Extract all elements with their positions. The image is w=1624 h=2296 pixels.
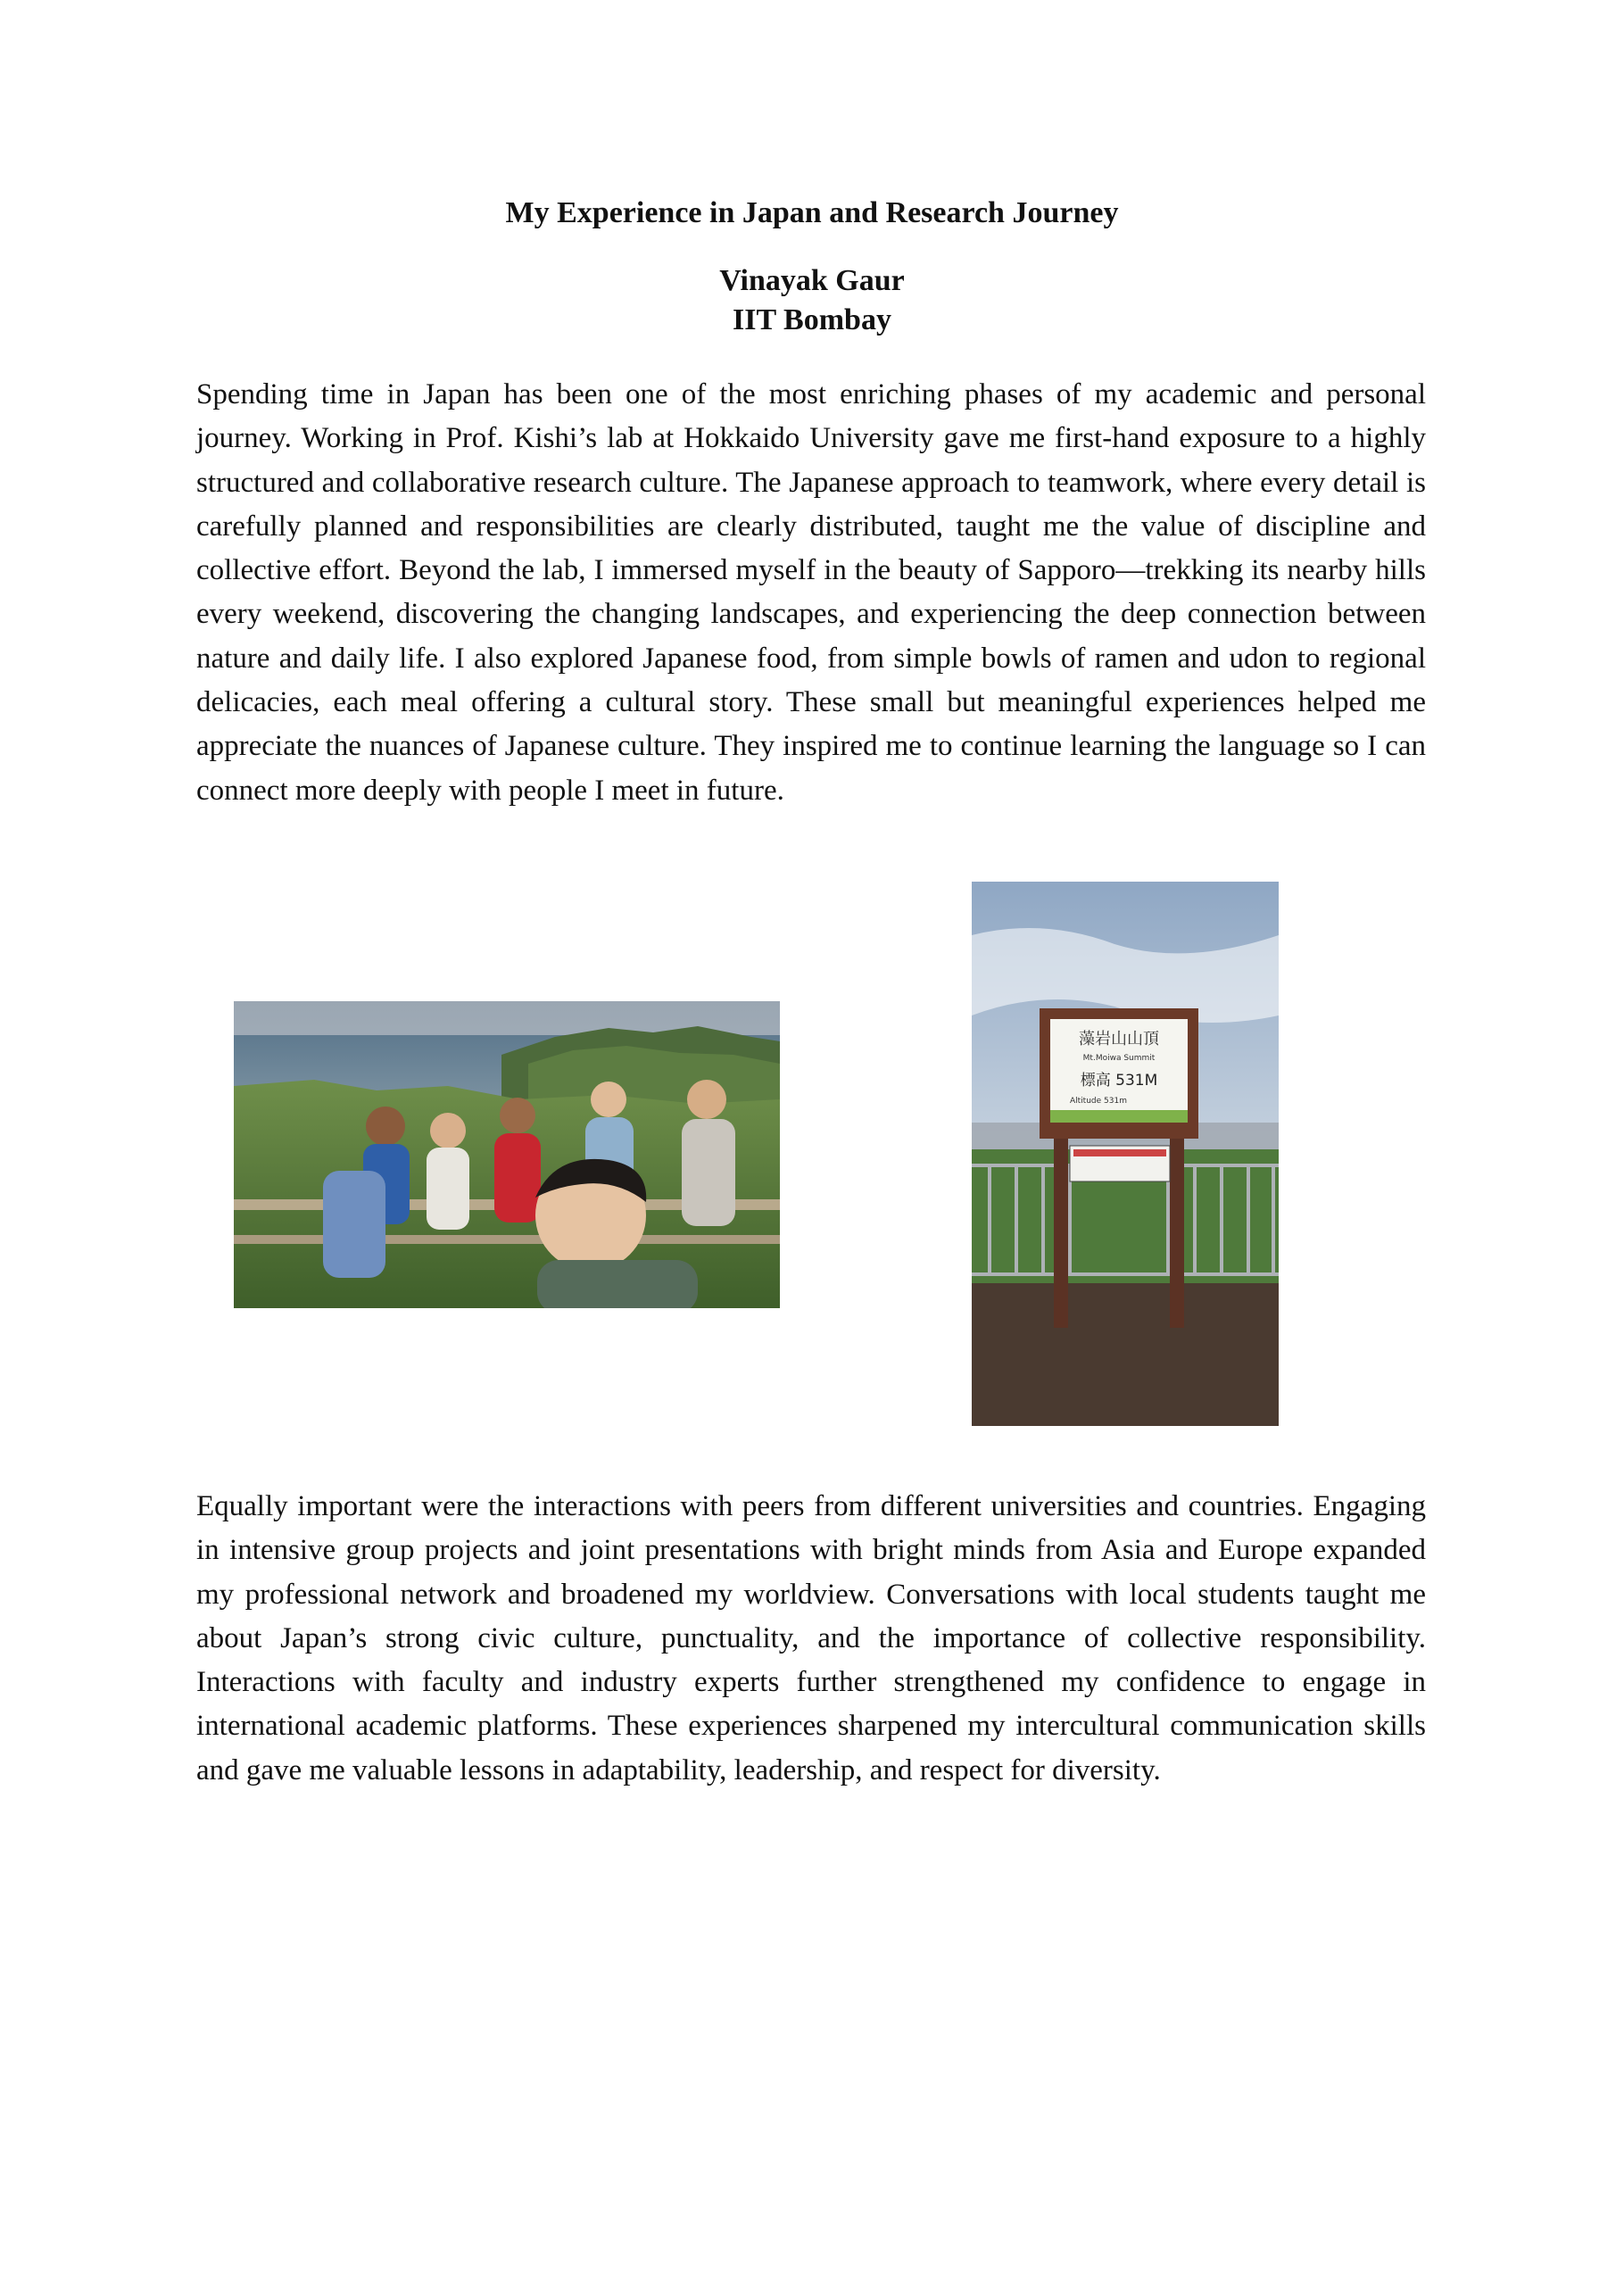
author-block <box>0 261 1624 340</box>
summit-sign-line2: Mt.Moiwa Summit <box>1082 1054 1156 1063</box>
body-paragraph-2: Equally important were the interactions with peers from different universities and countries. Engaging in intensive group projects and joint presentations with bright minds from Asia and Europe expanded my professional network and broadened my worldview. Conversations with local students taught me about Japan’s strong civic culture, punctuality, and the importance of collective responsibility. Interactions with faculty and industry experts further strengthened my confidence to engage in international academic platforms. These experiences sharpened my intercultural communication skills and gave me valuable lessons in adaptability, leadership, and respect for diversity. <box>196 1490 1426 1786</box>
group-photo <box>234 1001 780 1308</box>
author-affiliation: IIT Bombay <box>733 303 891 336</box>
document-title: My Experience in Japan and Research Journey <box>505 196 1119 229</box>
summit-sign-line4: Altitude 531m <box>1070 1097 1127 1106</box>
summit-sign-line1: 藻岩山山頂 <box>1079 1030 1159 1049</box>
author-name: Vinayak Gaur <box>719 264 905 297</box>
summit-sign-line3: 標高 531M <box>1080 1072 1158 1090</box>
body-paragraph-1: Spending time in Japan has been one of the most enriching phases of my academic and personal journey. Working in Prof. Kishi’s lab at Hokkaido University gave me first-hand exposure to a highly structured and collaborative research culture. The Japanese approach to teamwork, where every detail is carefully planned and responsibilities are clearly distributed, taught me the value of discipline and collective effort. Beyond the lab, I immersed myself in the beauty of Sapporo—trekking its nearby hills every weekend, discovering the changing landscapes, and experiencing the deep connection between nature and daily life. I also explored Japanese food, from simple bowls of ramen and udon to regional delicacies, each meal offering a cultural story. These small but meaningful experiences helped me appreciate the nuances of Japanese culture. They inspired me to continue learning the language so I can connect more deeply with people I meet in future. <box>196 378 1426 807</box>
summit-sign-photo <box>972 882 1279 1426</box>
